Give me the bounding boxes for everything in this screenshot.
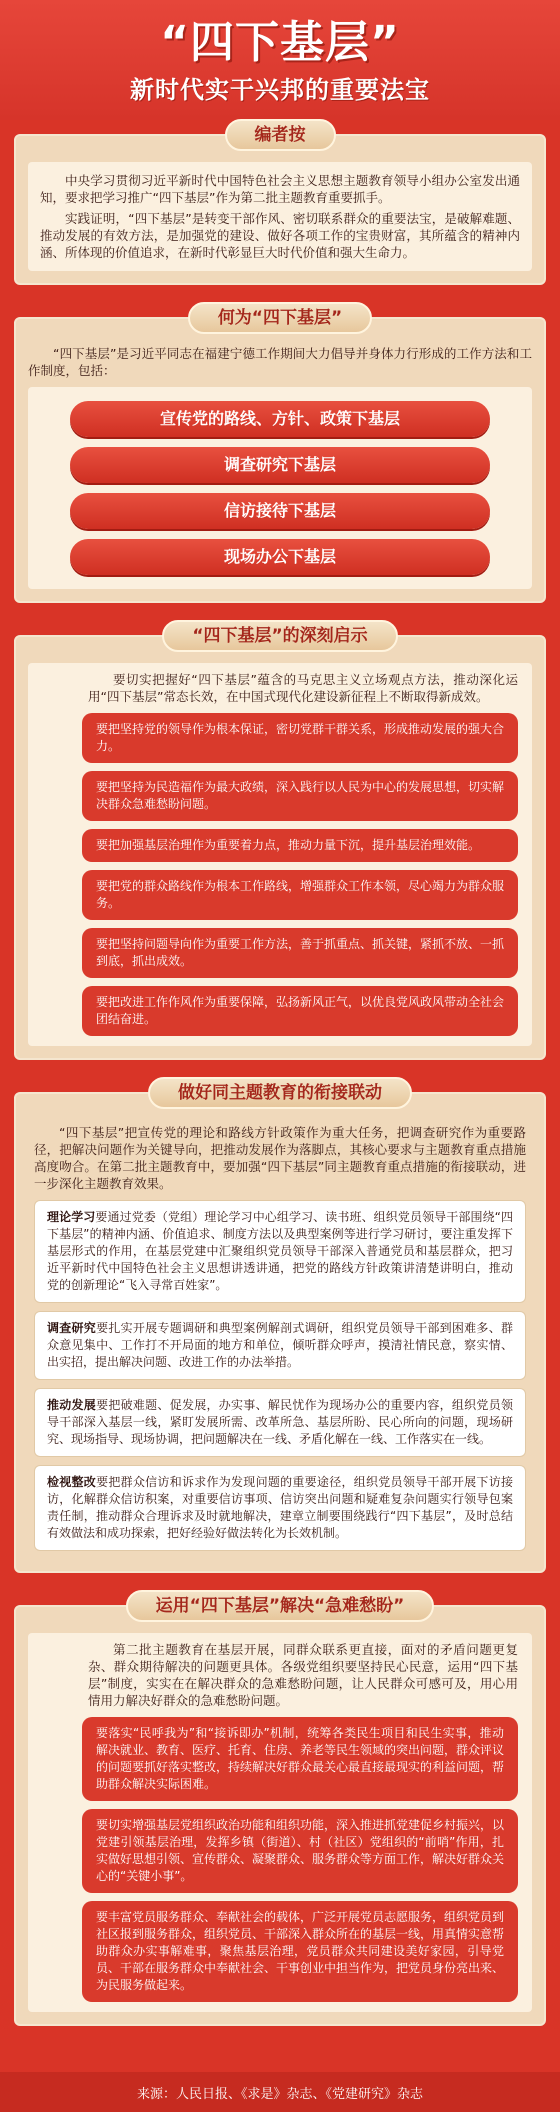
- source-footer: [0, 2072, 560, 2112]
- insight-section: [14, 626, 546, 1060]
- insight-intro: 要切实把握好“四下基层”蕴含的马克思主义立场观点方法，推动深化运用“四下基层”常态长效，在中国式现代化建设新征程上不断取得新成效。: [88, 672, 518, 704]
- editor-note-section: [14, 125, 546, 285]
- method-item: 宣传党的路线、方针、政策下基层: [70, 401, 490, 437]
- solve-heading: 运用“四下基层”解决“急难愁盼”: [126, 1590, 435, 1622]
- solve-intro: 第二批主题教育在基层开展，同群众联系更直接，面对的矛盾问题更复杂、群众期待解决的问题更具体。各级党组织要坚持民心民意，运用“四下基层”制度，实实在在解决群众的急难愁盼问题，让人民群众可感可及，用心用情用力解决好群众的急难愁盼问题。: [88, 1642, 518, 1708]
- page-title: “四下基层”: [160, 16, 400, 68]
- link-card-theory: [34, 1200, 526, 1303]
- link-heading: 做好同主题教育的衔接联动: [148, 1077, 412, 1109]
- editor-note-heading: 编者按: [225, 119, 336, 151]
- solve-section: [14, 1596, 546, 2026]
- link-card-keyword: 检视整改: [47, 1475, 97, 1489]
- link-intro: “四下基层”把宣传党的理论和路线方针政策作为重大任务，把调查研究作为重要路径，把解决问题作为关键导向，把推动发展作为落脚点，其核心要求与主题教育重点措施高度吻合。在第二批主题教育中，要加强“四下基层”同主题教育重点措施的衔接联动，进一步深化主题教育效果。: [34, 1125, 526, 1191]
- what-section: [14, 308, 546, 603]
- link-card-text: 要扎实开展专题调研和典型案例解剖式调研，组织党员领导干部到困难多、群众意见集中、工作打不开局面的地方和单位，倾听群众呼声，摸清社情民意，察实情、出实招，提出解决问题、改进工作的办法举措。: [47, 1321, 513, 1369]
- solve-card: 要落实“民呼我为”和“接诉即办”机制，统筹各类民生项目和民生实事，推动解决就业、教育、医疗、托育、住房、养老等民生领域的突出问题，群众评议的问题要抓好落实整改，持续解决好群众最关心最直接最现实的利益问题，帮助群众解决实际困难。: [82, 1717, 518, 1801]
- link-card-keyword: 调查研究: [47, 1321, 97, 1335]
- link-card-text: 要通过党委（党组）理论学习中心组学习、读书班、组织党员领导干部围绕“四下基层”的精神内涵、价值追求、制度方法以及典型案例等进行学习研讨，要注重发挥下基层形式的作用，在基层党建中汇聚组织党员领导干部深入普通党员和基层群众，把习近平新时代中国特色社会主义思想讲透讲通，把党的路线方针政策讲清楚讲明白，推动党的创新理论“飞入寻常百姓家”。: [47, 1210, 513, 1292]
- what-heading: 何为“四下基层”: [188, 302, 372, 334]
- link-card-text: 要把破难题、促发展，办实事、解民忧作为现场办公的重要内容，组织党员领导干部深入基层一线，紧盯发展所需、改革所急、基层所盼、民心所向的问题，现场研究、现场指导、现场协调，把问题解决在一线、矛盾化解在一线、工作落实在一线。: [47, 1398, 513, 1446]
- insight-card: 要把坚持问题导向作为重要工作方法，善于抓重点、抓关键，紧抓不放、一抓到底，抓出成效。: [82, 928, 518, 978]
- editor-note-paragraph: 中央学习贯彻习近平新时代中国特色社会主义思想主题教育领导小组办公室发出通知，要求把学习推广“四下基层”作为第二批主题教育重要抓手。: [40, 173, 520, 205]
- method-item: 现场办公下基层: [70, 539, 490, 575]
- source-text: 来源：人民日报、《求是》杂志、《党建研究》杂志: [136, 2086, 423, 2102]
- link-card-rectify: [34, 1465, 526, 1551]
- link-card-development: [34, 1388, 526, 1457]
- insight-card: 要把加强基层治理作为重要着力点，推动力量下沉，提升基层治理效能。: [82, 829, 518, 862]
- editor-note-paragraph: 实践证明，“四下基层”是转变干部作风、密切联系群众的重要法宝，是破解难题、推动发展的有效方法，是加强党的建设、做好各项工作的宝贵财富，其所蕴含的精神内涵、所体现的价值追求，在新时代彰显巨大时代价值和强大生命力。: [40, 211, 520, 260]
- insight-card: 要把坚持党的领导作为根本保证，密切党群干群关系，形成推动发展的强大合力。: [82, 713, 518, 763]
- insight-heading: “四下基层”的深刻启示: [162, 620, 397, 652]
- solve-card: 要丰富党员服务群众、奉献社会的载体，广泛开展党员志愿服务，组织党员到社区报到服务群众，组织党员、干部深入群众所在的基层一线，用真情实意帮助群众办实事解难事，聚焦基层治理，党员群众共同建设美好家园，引导党员、干部在服务群众中奉献社会、干事创业中担当作为，把党员身份亮出来、为民服务做起来。: [82, 1901, 518, 2002]
- insight-card: 要把坚持为民造福作为最大政绩，深入践行以人民为中心的发展思想，切实解决群众急难愁盼问题。: [82, 771, 518, 821]
- insight-card: 要把党的群众路线作为根本工作路线，增强群众工作本领，尽心竭力为群众服务。: [82, 870, 518, 920]
- solve-card: 要切实增强基层党组织政治功能和组织功能，深入推进抓党建促乡村振兴，以党建引领基层治理，发挥乡镇（街道）、村（社区）党组织的“前哨”作用，扎实做好思想引领、宣传群众、凝聚群众、服务群众等方面工作，解决好群众关心的“关键小事”。: [82, 1809, 518, 1893]
- insight-card: 要把改进工作作风作为重要保障，弘扬新风正气，以优良党风政风带动全社会团结奋进。: [82, 986, 518, 1036]
- page-subtitle: 新时代实干兴邦的重要法宝: [130, 75, 430, 104]
- link-card-text: 要把群众信访和诉求作为发现问题的重要途径，组织党员领导干部开展下访接访，化解群众信访积案，对重要信访事项、信访突出问题和疑难复杂问题实行领导包案责任制，推动群众合理诉求及时就地解决，建章立制要围绕践行“四下基层”，及时总结有效做法和成功探索，把好经验好做法转化为长效机制。: [47, 1475, 513, 1540]
- method-item: 信访接待下基层: [70, 493, 490, 529]
- link-card-keyword: 理论学习: [47, 1210, 96, 1224]
- link-section: [14, 1083, 546, 1573]
- link-card-research: [34, 1311, 526, 1380]
- link-card-keyword: 推动发展: [47, 1398, 97, 1412]
- method-item: 调查研究下基层: [70, 447, 490, 483]
- header-banner: [0, 0, 560, 120]
- what-intro: “四下基层”是习近平同志在福建宁德工作期间大力倡导并身体力行形成的工作方法和工作制度，包括：: [28, 346, 532, 378]
